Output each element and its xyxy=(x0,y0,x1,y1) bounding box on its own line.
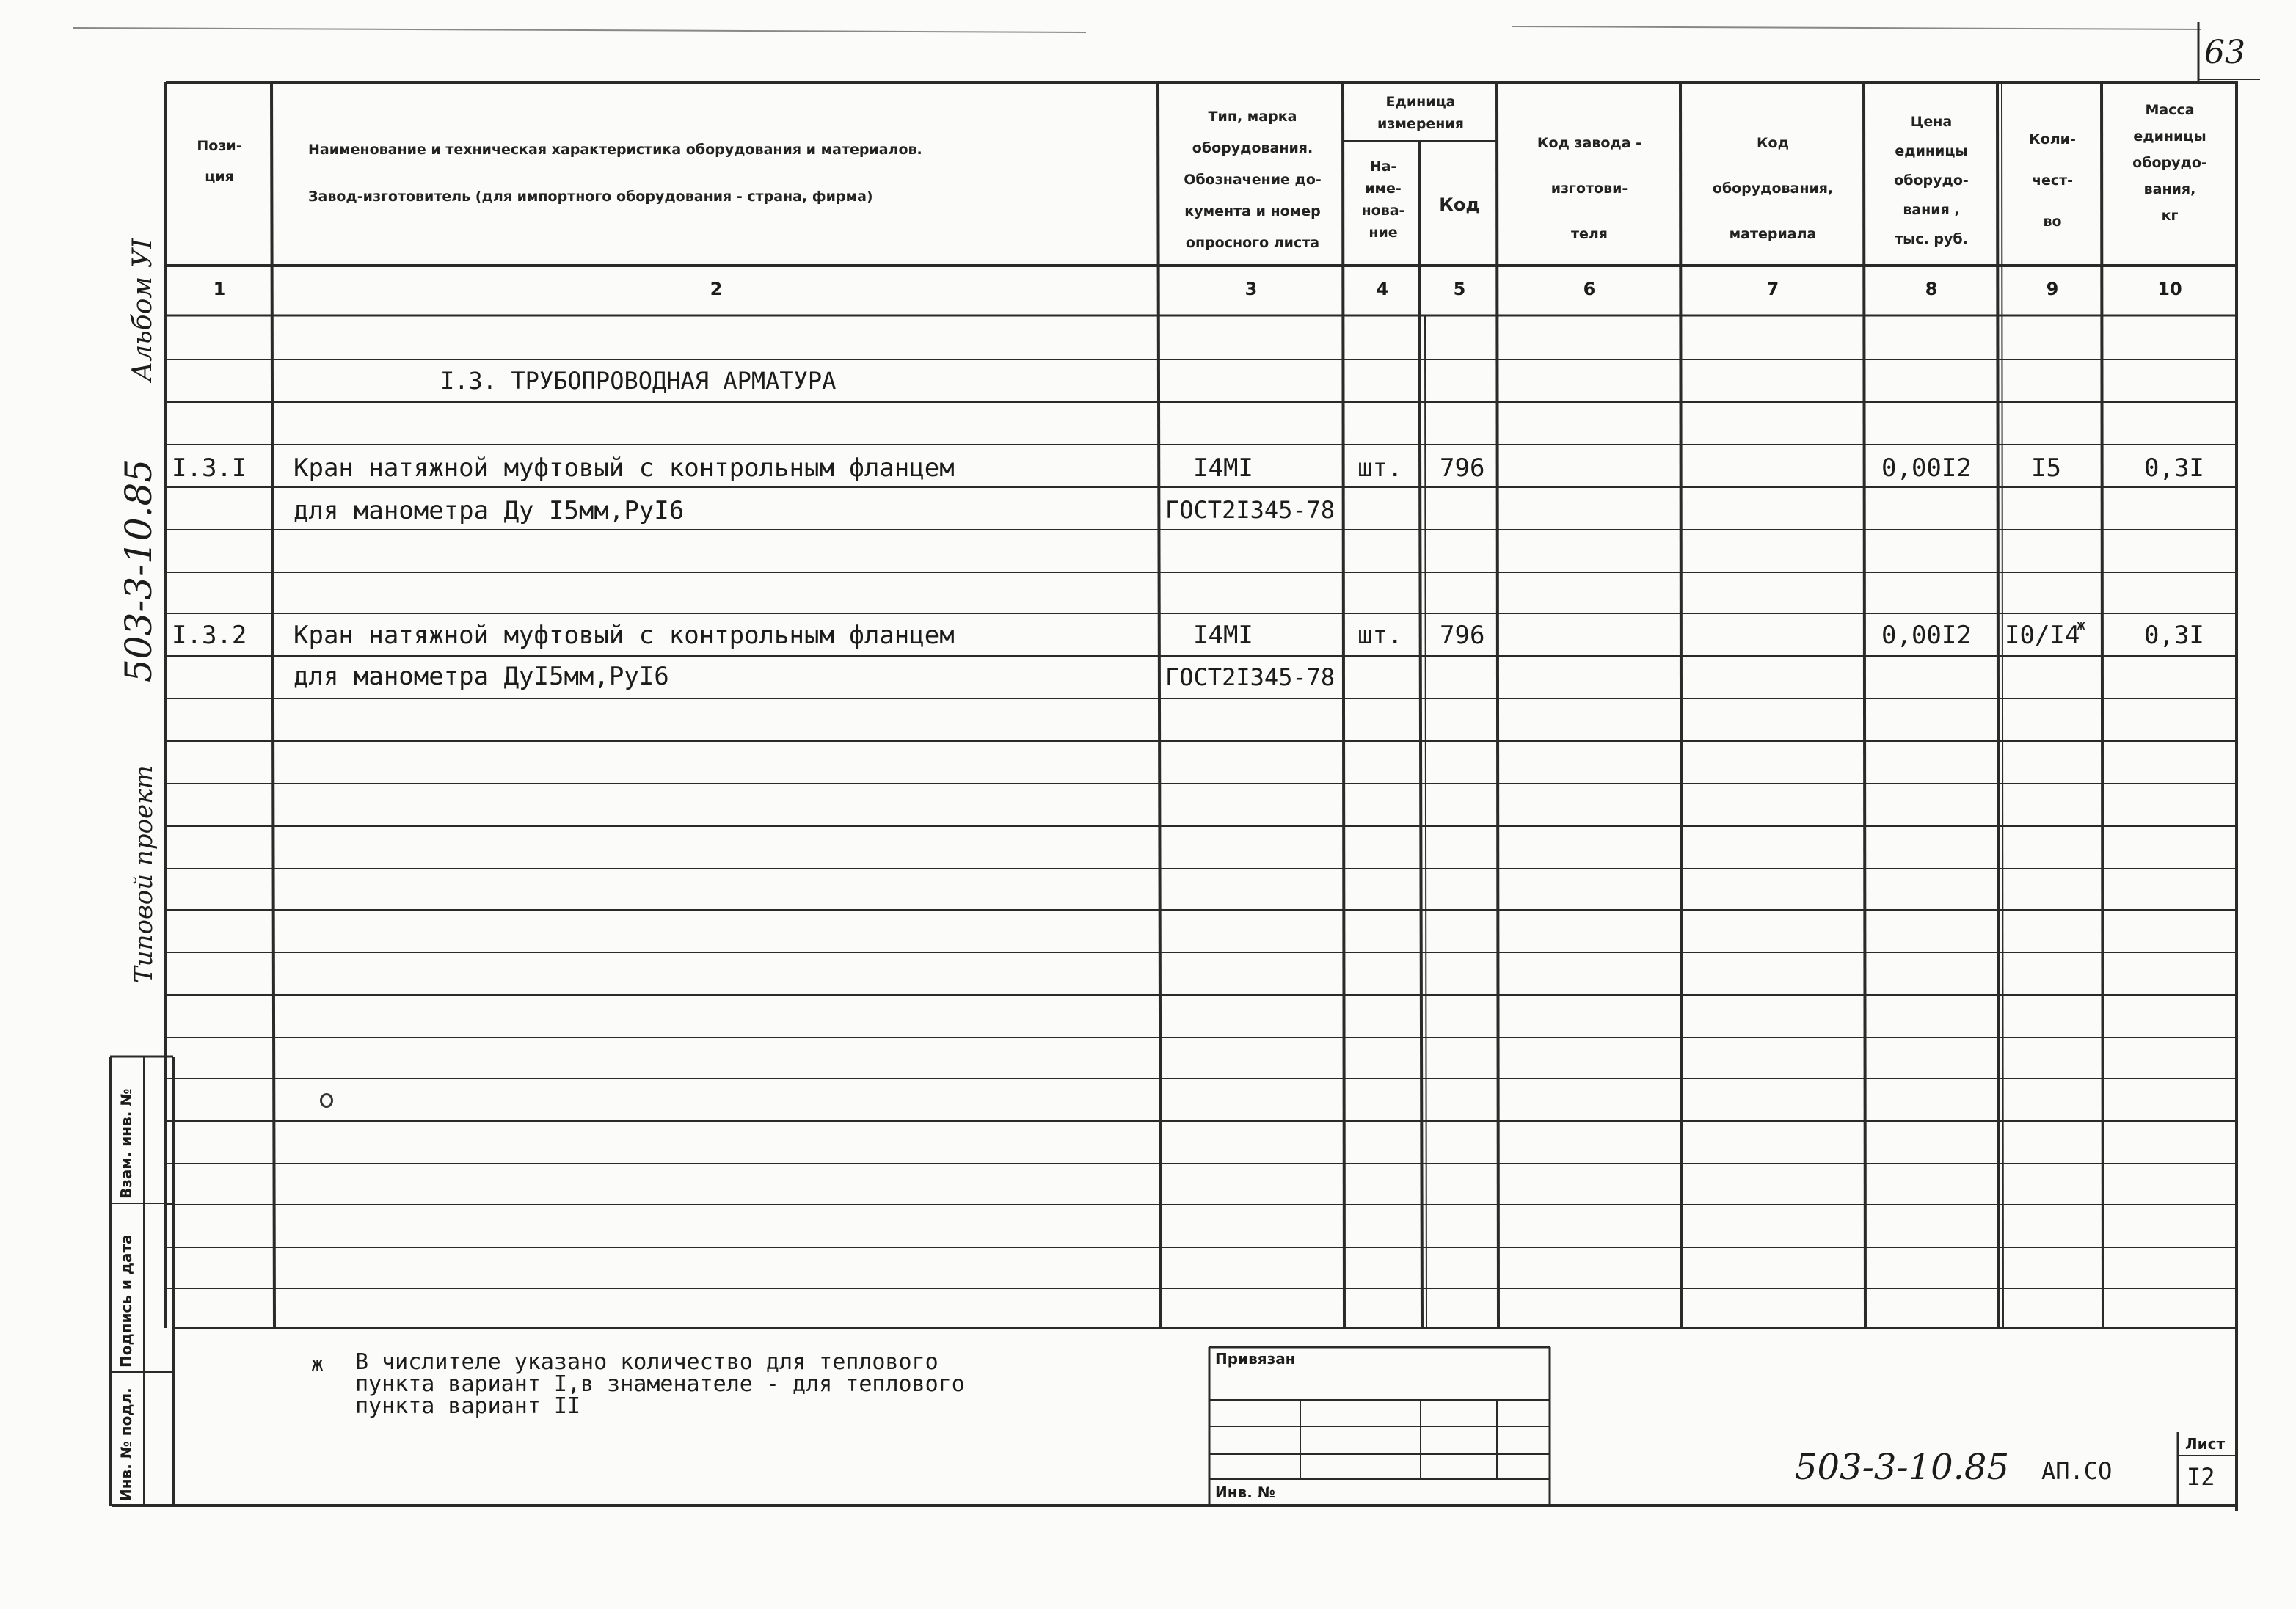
row-type: I4MI xyxy=(1193,453,1253,483)
row-mass: 0,3I xyxy=(2144,621,2204,650)
row-unit-code: 796 xyxy=(1440,453,1485,483)
album-label: Альбом УI xyxy=(128,238,158,382)
row-price: 0,00I2 xyxy=(1881,621,1972,650)
header-name: Наименование и техническая характеристика оборудования и материалов. Завод-изготовитель (для импортного оборудования - страна, фирма) xyxy=(308,142,922,205)
header-unit: Единица измерения xyxy=(1377,94,1464,132)
stamp-sheet-number: I2 xyxy=(2187,1463,2215,1491)
header-price: Цена единицы оборудо- вания , тыс. руб. xyxy=(1894,114,1969,247)
stamp-doc-mark: АП.СО xyxy=(2041,1457,2113,1485)
row-type: I4MI xyxy=(1193,621,1253,650)
row-position: I.3.I xyxy=(172,453,247,483)
row-unit-name: шт. xyxy=(1357,453,1403,483)
row-unit-name: шт. xyxy=(1357,621,1403,650)
column-number: 9 xyxy=(2046,279,2059,299)
stamp-doc-code: 503-3-10.85 xyxy=(1795,1447,2010,1488)
column-number: 1 xyxy=(213,279,226,299)
column-number: 7 xyxy=(1766,279,1779,299)
row-name-line2: для манометра Ду I5мм,РуI6 xyxy=(294,496,685,525)
row-price: 0,00I2 xyxy=(1881,453,1972,483)
header-factory-code: Код завода - изготови- теля xyxy=(1537,135,1642,242)
stray-mark xyxy=(320,1093,333,1108)
header-type: Тип, марка оборудования. Обозначение до- кумента и номер опросного листа xyxy=(1184,109,1322,251)
column-number: 3 xyxy=(1244,279,1258,299)
column-number: 4 xyxy=(1376,279,1389,299)
column-number: 10 xyxy=(2157,279,2182,299)
row-name-line1: Кран натяжной муфтовый с контрольным фланцем xyxy=(294,453,955,483)
footnote-line: В числителе указано количество для теплового xyxy=(355,1349,939,1375)
header-unit-code: Код xyxy=(1439,194,1480,215)
stamp-label-replace: Взам. инв. № xyxy=(117,1088,135,1199)
stamp-tied-label: Привязан xyxy=(1215,1350,1296,1368)
row-name-line1: Кран натяжной муфтовый с контрольным фланцем xyxy=(294,621,955,650)
header-position: Пози- ция xyxy=(197,138,242,185)
page-number: 63 xyxy=(2204,34,2245,71)
row-quantity-footnote-mark: ж xyxy=(2077,616,2086,634)
row-position: I.3.2 xyxy=(172,621,247,650)
stamp-label-inv-orig: Инв. № подл. xyxy=(117,1387,135,1501)
header-equipment-code: Код оборудования, материала xyxy=(1712,135,1834,242)
stamp-sheet-label: Лист xyxy=(2185,1435,2226,1453)
column-number: 6 xyxy=(1583,279,1596,299)
footnote-line: пункта вариант II xyxy=(355,1393,581,1419)
stamp-inv-label: Инв. № xyxy=(1215,1484,1275,1501)
section-title: I.3. ТРУБОПРОВОДНАЯ АРМАТУРА xyxy=(440,367,837,395)
row-standard: ГОСТ2I345-78 xyxy=(1165,663,1335,691)
column-number: 2 xyxy=(710,279,723,299)
row-mass: 0,3I xyxy=(2144,453,2204,483)
footnote-line: пункта вариант I,в знаменателе - для теплового xyxy=(355,1371,965,1397)
row-name-line2: для манометра ДуI5мм,РуI6 xyxy=(294,662,669,691)
column-number: 5 xyxy=(1453,279,1466,299)
stamp-label-signature: Подпись и дата xyxy=(117,1234,135,1368)
footnote-text xyxy=(355,1351,965,1418)
column-number: 8 xyxy=(1925,279,1938,299)
row-quantity: I0/I4 xyxy=(2005,621,2080,650)
row-standard: ГОСТ2I345-78 xyxy=(1165,496,1335,524)
project-type-label: Типовой проект xyxy=(129,765,158,983)
header-mass: Масса единицы оборудо- вания, кг xyxy=(2132,102,2207,224)
row-unit-code: 796 xyxy=(1440,621,1485,650)
row-quantity: I5 xyxy=(2031,453,2061,483)
project-code-margin: 503-3-10.85 xyxy=(117,459,160,682)
header-quantity: Коли- чест- во xyxy=(2029,131,2076,230)
footnote-mark: ж xyxy=(311,1351,324,1376)
header-unit-name: На- име- нова- ние xyxy=(1361,158,1405,241)
